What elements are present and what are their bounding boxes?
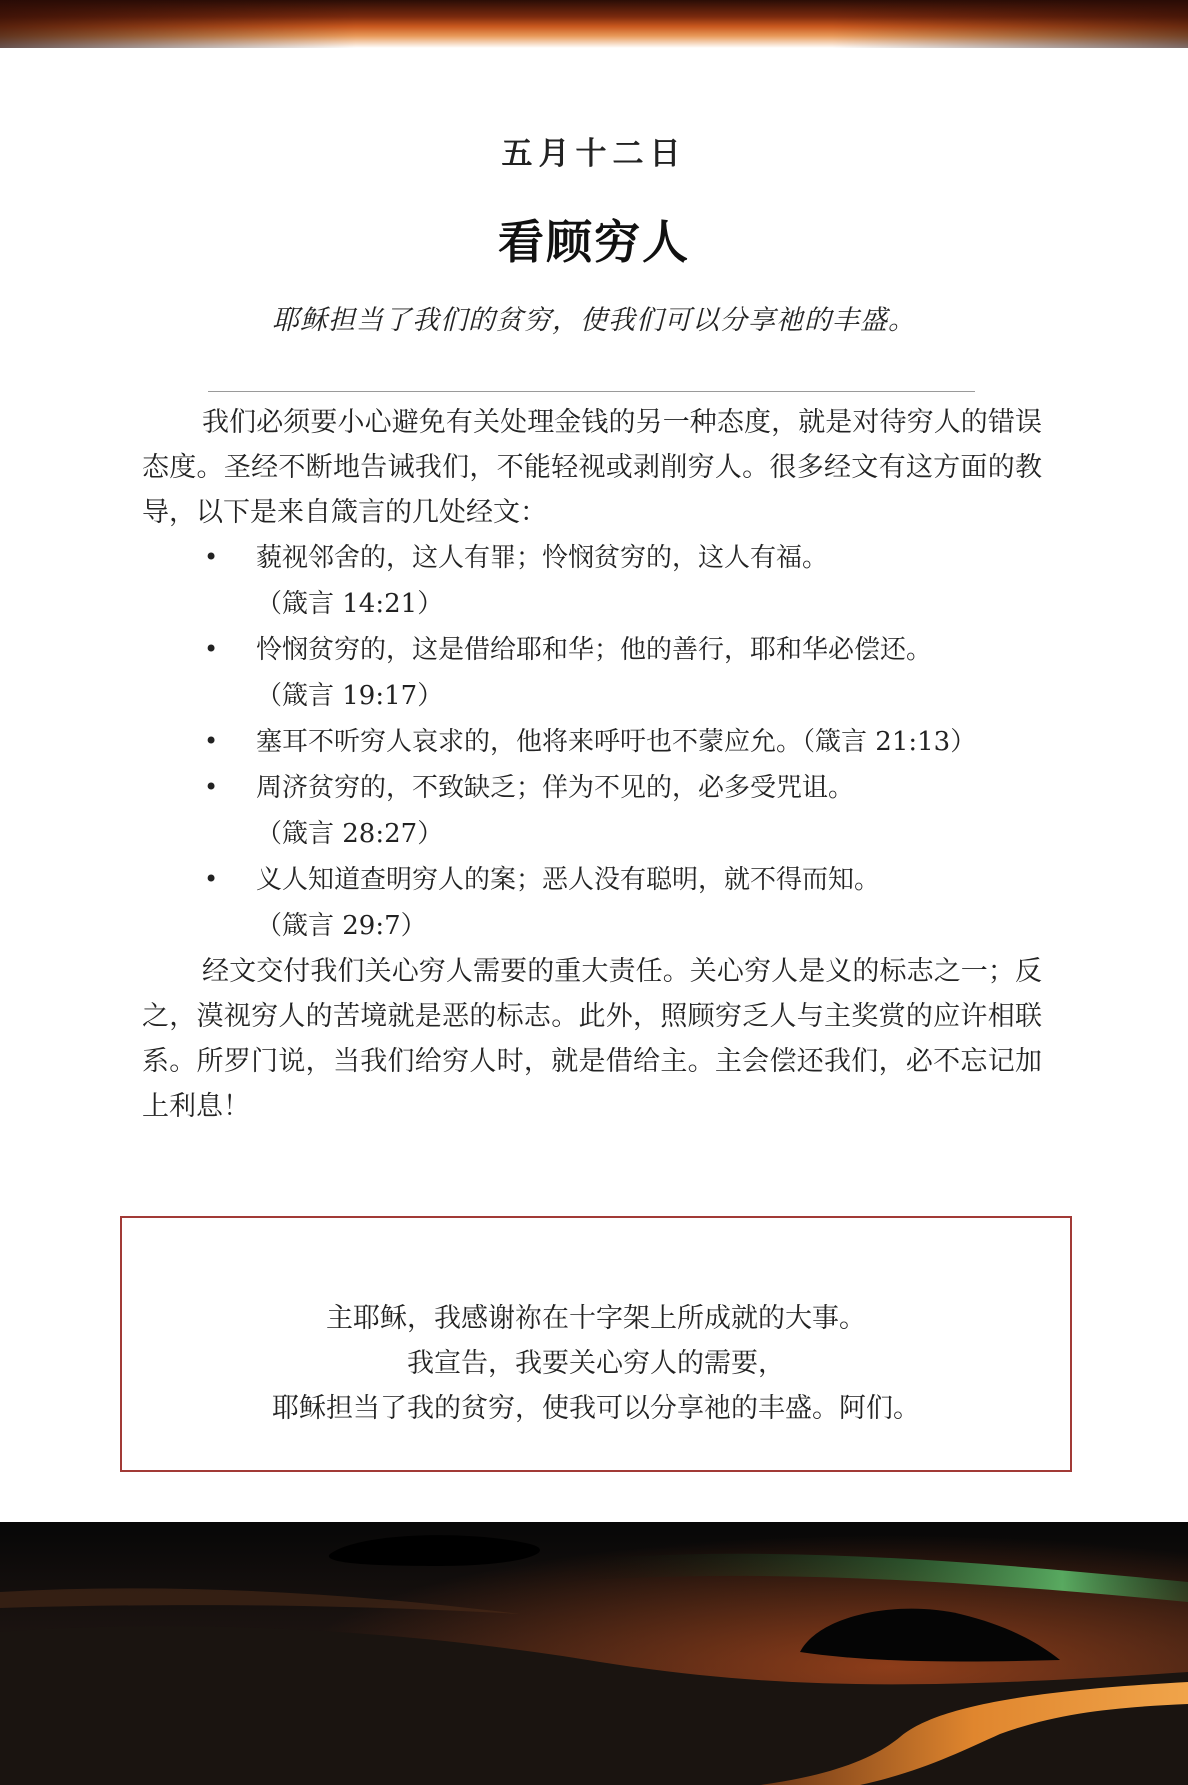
prayer-text (122, 1296, 1070, 1431)
verse-text: 义人知道查明穷人的案；恶人没有聪明，就不得而知。 (256, 865, 881, 895)
bullet-icon: • (204, 543, 219, 571)
verse-text: 怜悯贫穷的，这是借给耶和华；他的善行，耶和华必偿还。 (256, 635, 933, 665)
prayer-box (120, 1216, 1072, 1472)
bullet-icon: • (204, 727, 219, 755)
conclusion-paragraph: 经文交付我们关心穷人需要的重大责任。关心穷人是义的标志之一；反之，漠视穷人的苦境就是恶的标志。此外，照顾穷乏人与主奖赏的应许相联系。所罗门说，当我们给穷人时，就是借给主。主会偿还我们，必不忘记加上利息！ (142, 956, 1042, 1122)
verse-reference: （箴言 28:27） (256, 819, 444, 849)
list-item (142, 765, 1042, 857)
page-date: 五月十二日 (501, 136, 687, 172)
prayer-line: 耶稣担当了我的贫穷，使我可以分享祂的丰盛。阿们。 (272, 1393, 920, 1424)
verse-reference: （箴言 29:7） (256, 911, 427, 941)
verse-text: 周济贫穷的，不致缺乏；佯为不见的，必多受咒诅。 (256, 773, 855, 803)
verse-text: 藐视邻舍的，这人有罪；怜悯贫穷的，这人有福。 (256, 543, 829, 573)
divider (208, 391, 975, 392)
intro-paragraph: 我们必须要小心避免有关处理金钱的另一种态度，就是对待穷人的错误态度。圣经不断地告诫我们，不能轻视或剥削穷人。很多经文有这方面的教导，以下是来自箴言的几处经文： (142, 407, 1042, 528)
landscape-illustration (0, 1522, 1188, 1785)
list-item (142, 719, 1042, 765)
bullet-icon: • (204, 635, 219, 663)
page-subtitle: 耶稣担当了我们的贫穷，使我们可以分享祂的丰盛。 (272, 305, 916, 336)
list-item (142, 627, 1042, 719)
list-item (142, 857, 1042, 949)
landscape-illustration-svg (0, 1522, 1188, 1785)
bullet-icon: • (204, 773, 219, 801)
prayer-line: 主耶稣，我感谢祢在十字架上所成就的大事。 (326, 1303, 866, 1334)
verse-list (142, 535, 1042, 949)
top-decorative-band (0, 0, 1188, 48)
verse-text: 塞耳不听穷人哀求的，他将来呼吁也不蒙应允。 (256, 727, 803, 757)
list-item (142, 535, 1042, 627)
body-text (142, 400, 1042, 1129)
verse-reference: （箴言 19:17） (256, 681, 444, 711)
bullet-icon: • (204, 865, 219, 893)
prayer-line: 我宣告，我要关心穷人的需要， (407, 1348, 785, 1379)
verse-reference: （箴言 14:21） (256, 589, 444, 619)
page-title: 看顾穷人 (498, 215, 690, 269)
verse-reference: （箴言 21:13） (802, 727, 977, 757)
